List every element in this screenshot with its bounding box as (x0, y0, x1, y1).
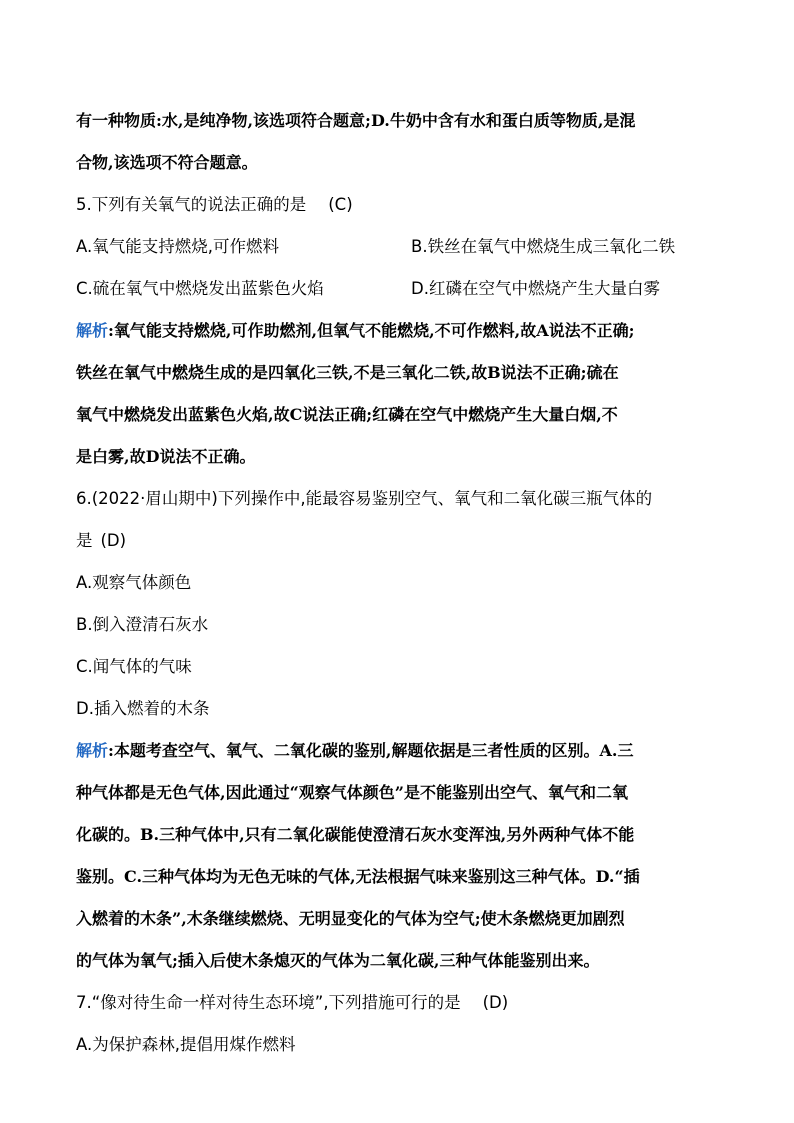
q5-options-row (76, 226, 728, 268)
q5-analysis-line: 是白雾,故D说法不正确。 (76, 447, 256, 466)
q7-stem-text: 7.“像对待生命一样对待生态环境”,下列措施可行的是 (76, 993, 461, 1012)
q6-analysis-line: 的气体为氧气;插入后使木条熄灭的气体为二氧化碳,三种气体能鉴别出来。 (76, 951, 600, 970)
q5-analysis-line (76, 310, 728, 352)
q5-option-c: C.硫在氧气中燃烧发出蓝紫色火焰 (76, 279, 324, 298)
q5-analysis-line: 氧气中燃烧发出蓝紫色火焰,故C说法正确;红磷在空气中燃烧产生大量白烟,不 (76, 405, 618, 424)
q6-option-a: A.观察气体颜色 (76, 573, 192, 592)
q6-option-c: C.闻气体的气味 (76, 657, 192, 676)
analysis-label: 解析 (76, 321, 109, 340)
analysis-label: 解析 (76, 741, 109, 760)
q6-analysis-line (76, 730, 728, 772)
q5-options-row (76, 268, 728, 310)
q5-answer: (C) (328, 195, 353, 214)
q4-analysis-line: 有一种物质:水,是纯净物,该选项符合题意;D.牛奶中含有水和蛋白质等物质,是混 (76, 111, 636, 130)
q5-analysis-text: :氧气能支持燃烧,可作助燃剂,但氧气不能燃烧,不可作燃料,故A说法不正确; (108, 321, 635, 340)
q5-option-a: A.氧气能支持燃烧,可作燃料 (76, 237, 279, 256)
q6-stem-text: 是 (76, 531, 93, 550)
q6-stem: 6.(2022·眉山期中)下列操作中,能最容易鉴别空气、氧气和二氧化碳三瓶气体的 (76, 489, 653, 508)
q5-option-b: B.铁丝在氧气中燃烧生成三氧化二铁 (411, 237, 676, 256)
q5-option-d: D.红磷在空气中燃烧产生大量白雾 (411, 279, 660, 298)
q6-analysis-text: :本题考查空气、氧气、二氧化碳的鉴别,解题依据是三者性质的区别。A.三 (108, 741, 634, 760)
q6-analysis-line: 种气体都是无色气体,因此通过“观察气体颜色”是不能鉴别出空气、氧气和二氧 (76, 783, 628, 802)
q6-answer: (D) (100, 531, 127, 550)
q7-option-a: A.为保护森林,提倡用煤作燃料 (76, 1035, 296, 1054)
q6-analysis-line: 鉴别。C.三种气体均为无色无味的气体,无法根据气味来鉴别这三种气体。D.“插 (76, 867, 640, 886)
q6-option-d: D.插入燃着的木条 (76, 699, 210, 718)
q7-stem (76, 982, 728, 1024)
q5-analysis-line: 铁丝在氧气中燃烧生成的是四氧化三铁,不是三氧化二铁,故B说法不正确;硫在 (76, 363, 619, 382)
q7-answer: (D) (482, 993, 509, 1012)
q4-analysis-line: 合物,该选项不符合题意。 (76, 153, 258, 172)
q5-stem-text: 5.下列有关氧气的说法正确的是 (76, 195, 307, 214)
q6-analysis-line: 入燃着的木条”,木条继续燃烧、无明显变化的气体为空气;使木条燃烧更加剧烈 (76, 909, 625, 928)
q6-option-b: B.倒入澄清石灰水 (76, 615, 209, 634)
q6-stem-continued (76, 520, 728, 562)
q5-stem (76, 184, 728, 226)
q6-analysis-line: 化碳的。B.三种气体中,只有二氧化碳能使澄清石灰水变浑浊,另外两种气体不能 (76, 825, 635, 844)
